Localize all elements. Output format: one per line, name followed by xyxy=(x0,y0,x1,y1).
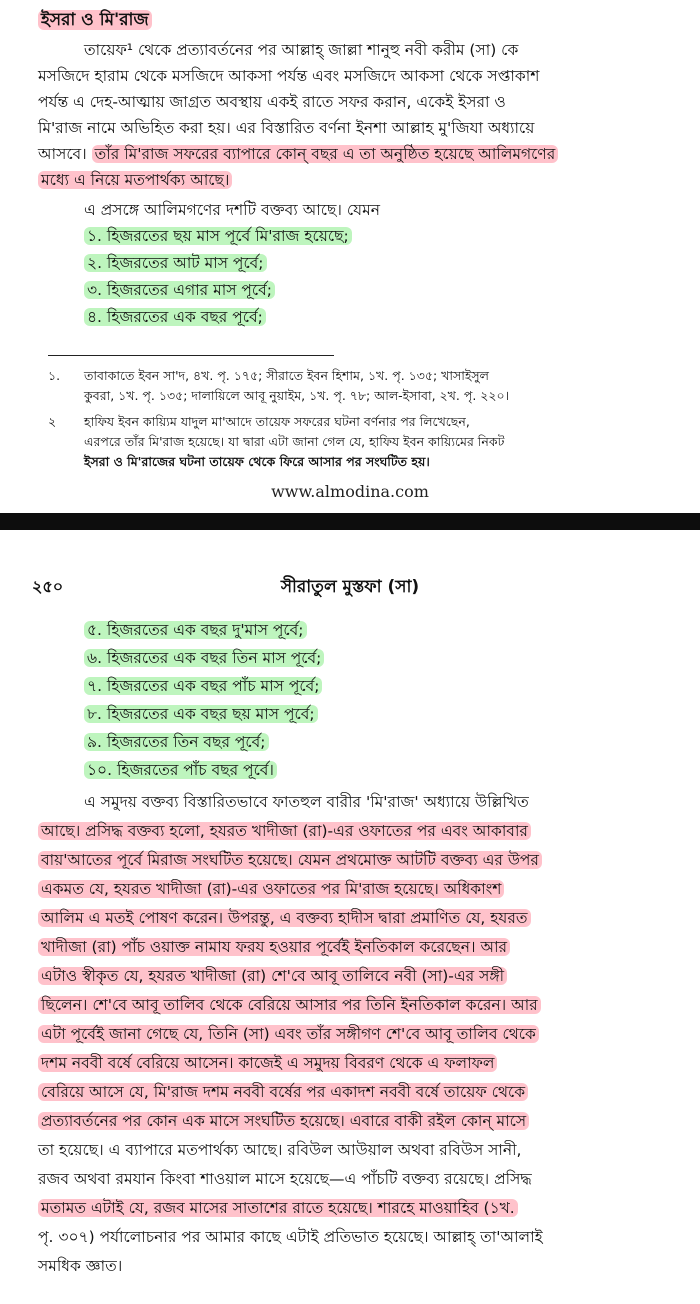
page-bottom xyxy=(0,530,700,1304)
list-item xyxy=(84,251,267,275)
highlighted-text: একমত যে, হযরত খাদীজা (রা)-এর ওফাতের পর মি'রাজ হয়েছে। অধিকাংশ xyxy=(38,880,504,898)
list-item xyxy=(84,646,324,670)
highlighted-text: মতামত এটাই যে, রজব মাসের সাতাশের রাতে হয়েছে। শারহে মাওয়াহিব (১খ. xyxy=(38,1199,518,1217)
paragraph-line: মসজিদে হারাম থেকে মসজিদে আকসা পর্যন্ত এবং মসজিদে আকসা থেকে সপ্তাকাশ xyxy=(38,67,540,85)
highlighted-text: মধ্যে এ নিয়ে মতপার্থক্য আছে। xyxy=(38,171,232,189)
page-separator xyxy=(0,513,700,530)
list-item xyxy=(84,702,318,726)
body-line: সমধিক জ্ঞাত। xyxy=(38,1257,123,1275)
list-item xyxy=(84,305,266,329)
list-item-text: ৪. হিজরতের এক বছর পূর্বে; xyxy=(84,308,266,326)
body-line xyxy=(38,877,504,901)
footnote-line: এরপরে তাঁর মি'রাজ হয়েছে। যা দ্বারা এটা জানা গেল যে, হাফিয ইবন কায়্যিমের নিকট xyxy=(84,434,505,449)
body-line: তা হয়েছে। এ ব্যাপারে মতপার্থক্য আছে। রবিউল আউয়াল অথবা রবিউস সানী, xyxy=(38,1141,522,1159)
paragraph-line xyxy=(38,142,558,166)
body-line xyxy=(38,1196,518,1220)
body-line xyxy=(38,819,531,843)
body-line xyxy=(38,935,510,959)
list-item-text: ৩. হিজরতের এগার মাস পূর্বে; xyxy=(84,281,275,299)
body-line xyxy=(38,1022,539,1046)
highlighted-text: তাঁর মি'রাজ সফরের ব্যাপারে কোন্ বছর এ তা অনুষ্ঠিত হয়েছে আলিমগণের xyxy=(92,145,559,163)
chapter-title-text: ইসরা ও মি'রাজ xyxy=(38,10,152,30)
list-item-text: ২. হিজরতের আট মাস পূর্বে; xyxy=(84,254,267,272)
footnote-number: ২ xyxy=(48,414,57,429)
list-item xyxy=(84,758,277,782)
list-item-text: ৬. হিজরতের এক বছর তিন মাস পূর্বে; xyxy=(84,649,324,667)
body-line: রজব অথবা রমযান কিংবা শাওয়াল মাসে হয়েছে—এ পাঁচটি বক্তব্য রয়েছে। প্রসিদ্ধ xyxy=(38,1170,532,1188)
list-item xyxy=(84,674,322,698)
paragraph-line xyxy=(38,168,232,192)
paragraph-line: তায়েফ¹ থেকে প্রত্যাবর্তনের পর আল্লাহ্ জাল্লা শানুহু নবী করীম (সা) কে xyxy=(84,41,519,59)
highlighted-text: আলিম এ মতই পোষণ করেন। উপরন্তু, এ বক্তব্য হাদীস দ্বারা প্রমাণিত যে, হযরত xyxy=(38,909,531,927)
watermark-url: www.almodina.com xyxy=(271,482,429,501)
list-item-text: ৫. হিজরতের এক বছর দু'মাস পূর্বে; xyxy=(84,621,307,639)
body-line: এ সমুদয় বক্তব্য বিস্তারিতভাবে ফাতহুল বারীর 'মি'রাজ' অধ্যায়ে উল্লিখিত xyxy=(84,793,529,811)
running-title: সীরাতুল মুস্তফা (সা) xyxy=(280,577,420,597)
list-item-text: ১. হিজরতের ছয় মাস পূর্বে মি'রাজ হয়েছে; xyxy=(84,227,352,245)
footnote-line: কুবরা, ১খ. পৃ. ১৩৫; দালায়িলে আবূ নুয়াইম, ১খ. পৃ. ৭৮; আল-ইসাবা, ২খ. পৃ. ২২০। xyxy=(84,388,510,403)
body-line: পৃ. ৩০৭) পর্যালোচনার পর আমার কাছে এটাই প্রতিভাত হয়েছে। আল্লাহ্ তা'আলাই xyxy=(38,1228,543,1246)
footnote-line: তাবাকাতে ইবন সা'দ, ৪খ. পৃ. ১৭৫; সীরাতে ইবন হিশাম, ১খ. পৃ. ১৩৫; খাসাইসুল xyxy=(84,368,489,383)
paragraph-line: মি'রাজ নামে অভিহিত করা হয়। এর বিস্তারিত বর্ণনা ইনশা আল্লাহ মু'জিযা অধ্যায়ে xyxy=(38,119,535,137)
body-line xyxy=(38,1051,497,1075)
paragraph-line: পর্যন্ত এ দেহ-আত্মায় জাগ্রত অবস্থায় একই রাতে সফর করান, একেই ইসরা ও xyxy=(38,93,506,111)
page-number: ২৫০ xyxy=(32,577,64,596)
chapter-title xyxy=(38,8,152,32)
highlighted-text: এটাও স্বীকৃত যে, হযরত খাদীজা (রা) শে'বে আবূ তালিবে নবী (সা)-এর সঙ্গী xyxy=(38,967,507,985)
highlighted-text: এটা পূর্বেই জানা গেছে যে, তিনি (সা) এবং তাঁর সঙ্গীগণ শে'বে আবূ তালিব থেকে xyxy=(38,1025,539,1043)
highlighted-text: ছিলেন। শে'বে আবূ তালিব থেকে বেরিয়ে আসার পর তিনি ইনতিকাল করেন। আর xyxy=(38,996,541,1014)
highlighted-text: প্রত্যাবর্তনের পর কোন এক মাসে সংঘটিত হয়েছে। এবারে বাকী রইল কোন্ মাসে xyxy=(38,1112,529,1130)
body-line xyxy=(38,906,531,930)
footnote-line: ইসরা ও মি'রাজের ঘটনা তায়েফ থেকে ফিরে আসার পর সংঘটিত হয়। xyxy=(84,454,430,469)
footnote-divider xyxy=(48,355,334,356)
list-item xyxy=(84,224,352,248)
footnote-line: হাফিয ইবন কায়্যিম যাদুল মা'আদে তায়েফ সফরের ঘটনা বর্ণনার পর লিখেছেন, xyxy=(84,414,470,429)
highlighted-text: বেরিয়ে আসে যে, মি'রাজ দশম নববী বর্ষের পর একাদশ নববী বর্ষে তায়েফ থেকে xyxy=(38,1083,528,1101)
body-line xyxy=(38,964,507,988)
list-item-text: ৭. হিজরতের এক বছর পাঁচ মাস পূর্বে; xyxy=(84,677,322,695)
list-item-text: ১০. হিজরতের পাঁচ বছর পূর্বে। xyxy=(84,761,277,779)
list-item xyxy=(84,618,307,642)
footnote-number: ১. xyxy=(48,368,61,383)
highlighted-text: দশম নববী বর্ষে বেরিয়ে আসেন। কাজেই এ সমুদয় বিবরণ থেকে এ ফলাফল xyxy=(38,1054,497,1072)
list-item-text: ৯. হিজরতের তিন বছর পূর্বে; xyxy=(84,733,269,751)
body-line xyxy=(38,848,542,872)
paragraph-line-plain: আসবে। xyxy=(38,145,92,163)
body-line xyxy=(38,1080,528,1104)
highlighted-text: আছে। প্রসিদ্ধ বক্তব্য হলো, হযরত খাদীজা (রা)-এর ওফাতের পর এবং আকাবার xyxy=(38,822,531,840)
list-item-text: ৮. হিজরতের এক বছর ছয় মাস পূর্বে; xyxy=(84,705,318,723)
list-intro: এ প্রসঙ্গে আলিমগণের দশটি বক্তব্য আছে। যেমন xyxy=(84,201,380,219)
highlighted-text: খাদীজা (রা) পাঁচ ওয়াক্ত নামায ফরয হওয়ার পূর্বেই ইনতিকাল করেছেন। আর xyxy=(38,938,510,956)
body-line xyxy=(38,1109,529,1133)
body-line xyxy=(38,993,541,1017)
highlighted-text: বায়'আতের পূর্বে মিরাজ সংঘটিত হয়েছে। যেমন প্রথমোক্ত আটটি বক্তব্য এর উপর xyxy=(38,851,542,869)
list-item xyxy=(84,278,275,302)
page-top xyxy=(0,0,700,513)
list-item xyxy=(84,730,269,754)
